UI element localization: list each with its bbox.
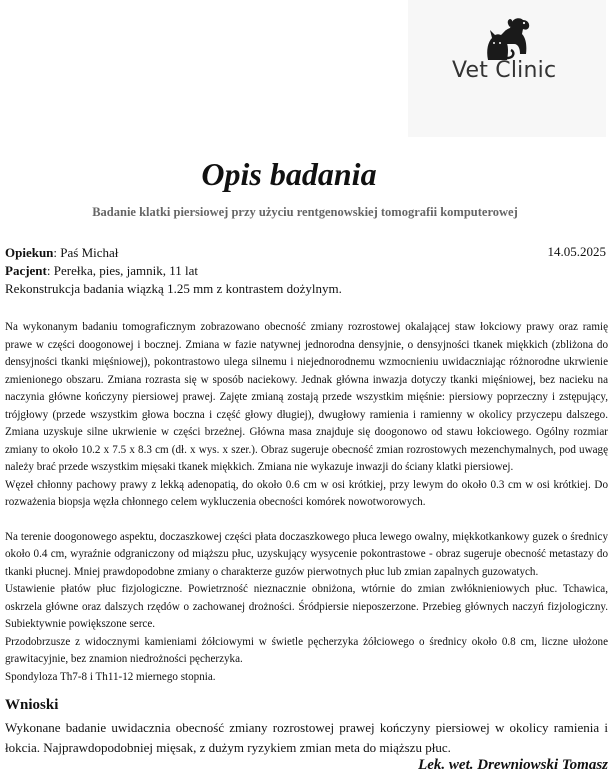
findings-paragraph: Na terenie doogonowego aspektu, doczaszkowej części płata doczaszkowego płuca lewego owalny, miękkotkankowy guzek o średnicy około 0.4 cm, wyraźnie odgraniczony od miąższu płuc, uzyskujący wysycenie pokontrastowe - obraz sugeruje obecność metastazy do tkanki płucnej. Mniej prawdopodobne zmiany o charakterze guzów pierwotnych płuc lub zmian zapalnych guzowatych. xyxy=(5,530,608,578)
patient-row xyxy=(5,262,198,280)
conclusions-text: Wykonane badanie uwidacznia obecność zmiany rozrostowej prawej kończyny piersiowej w okolicy ramienia i łokcia. Najprawdopodobniej mięsak, z dużym ryzykiem zmian meta do miąższu płuc. xyxy=(5,720,608,755)
findings-paragraph: Na wykonanym badaniu tomograficznym zobrazowano obecność zmiany rozrostowej okalającej staw łokciowy prawy oraz ramię prawe w części doogonowej i bocznej. Zmiana w fazie natywnej jednorodna densyjnie, o densyjności tkanek miękkich (zbliżona do densyjności tkanki mięśniowej), pokontrastowo ulega silnemu i niejednorodnemu wzmocnieniu uwidaczniając różnorodne ukrwienie zmienionego obszaru. Zmiana rozrasta się w sposób naciekowy. Jednak główna inwazja dotyczy tkanki mięśniowej, bez nacieku na naczynia główne kończyny piersiowej prawej. Zajęte zmianą zostają przede wszystkim mięśnie: piersiowy poprzeczny i zstępujący, trójgłowy (przede wszystkim głowa boczna i część głowy długiej), dwugłowy ramienia i ramienny w okolicy przyczepu dalszego. Zmiana uzyskuje silne ukrwienie w części brzeżnej. Główna masa znajduje się doogonowo od stawu łokciowego. Ogólny rozmiar zmiany to około 10.2 x 7.5 x 8.3 cm (dł. x wys. x szer.). Obraz sugeruje obecność zmian rozrostowych mezenchymalnych, pod uwagę należy brać przede wszystkim mięsaki tkanek miękkich. Zmiana nie wykazuje inwazji do ściany klatki piersiowej. xyxy=(5,321,608,473)
owner-value: : Paś Michał xyxy=(53,245,119,260)
clinic-logo-text: Vet Clinic xyxy=(452,58,557,83)
findings-paragraph: Ustawienie płatów płuc fizjologiczne. Powietrzność nieznacznie obniżona, wtórnie do zmian zwłóknieniowych płuc. Tchawica, oskrzela główne oraz dalszych rzędów o zachowanej drożności. Śródpiersie nieposzerzone. Przebieg głównych naczyń fizjologiczny. Subiektywnie powiększone serce. xyxy=(5,583,608,630)
owner-row xyxy=(5,244,118,262)
patient-value: : Perełka, pies, jamnik, 11 lat xyxy=(46,263,199,278)
report-body xyxy=(5,319,608,686)
findings-paragraph: Węzeł chłonny pachowy prawy z lekką adenopatią, do około 0.6 cm w osi krótkiej, przy lewym do około 0.3 cm w osi krótkiej. Do rozważenia biopsja węzła chłonnego celem wykluczenia obecności komórek nowotworowych. xyxy=(5,478,608,508)
page-subtitle: Badanie klatki piersiowej przy użyciu rentgenowskiej tomografii komputerowej xyxy=(92,205,518,219)
owner-label: Opiekun xyxy=(5,245,54,260)
dog-and-cat-icon xyxy=(474,14,534,62)
vet-signature: Lek. wet. Drewniowski Tomasz xyxy=(418,757,608,773)
exam-date: 14.05.2025 xyxy=(547,244,606,259)
page-title: Opis badania xyxy=(201,156,377,192)
conclusions-heading: Wnioski xyxy=(5,697,59,713)
findings-paragraph: Spondyloza Th7-8 i Th11-12 miernego stopnia. xyxy=(5,670,216,683)
findings-paragraph: Przodobrzusze z widocznymi kamieniami żółciowymi w świetle pęcherzyka żółciowego o średnicy około 0.8 cm, liczne ułożone grawitacyjnie, bez znamion niedrożności pęcherzyka. xyxy=(5,635,608,665)
reconstruction-note: Rekonstrukcja badania wiązką 1.25 mm z kontrastem dożylnym. xyxy=(5,281,342,296)
patient-label: Pacjent xyxy=(5,263,47,278)
